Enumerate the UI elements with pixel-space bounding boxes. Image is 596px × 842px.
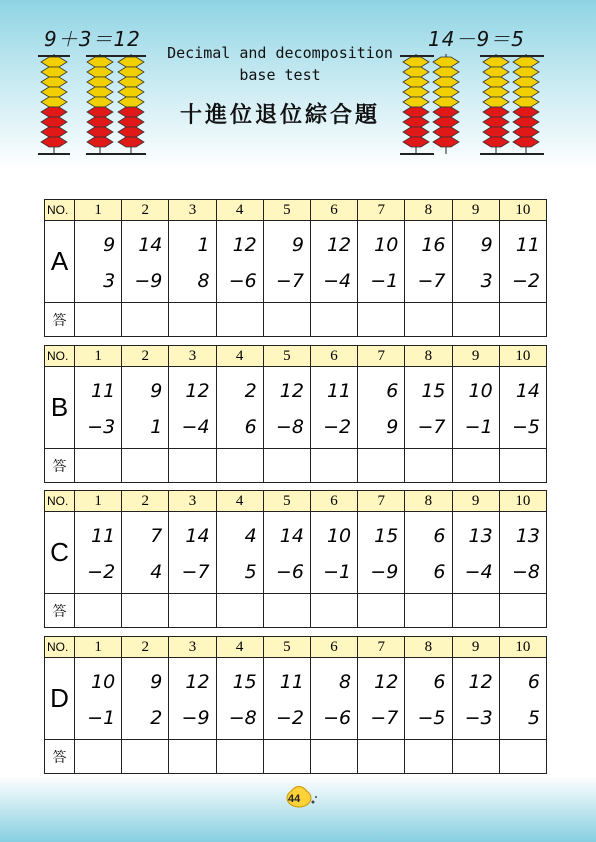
problem-bottom-number: 5 [527, 707, 540, 729]
problem-bottom-number: −4 [464, 561, 493, 583]
abacus-bead-red [483, 137, 509, 147]
column-number: 3 [169, 200, 216, 221]
answer-cell[interactable] [75, 740, 122, 774]
column-number: 7 [358, 637, 405, 658]
abacus-bead-yellow [483, 67, 509, 77]
abacus-bead-red [433, 117, 459, 127]
column-number: 3 [169, 637, 216, 658]
abacus-bead-red [118, 137, 144, 147]
answer-cell[interactable] [263, 740, 310, 774]
problem-bottom-number: −7 [417, 416, 446, 438]
abacus-bead-red [118, 107, 144, 117]
problem-top-number: 15 [374, 525, 399, 547]
abacus-bead-yellow [513, 87, 539, 97]
column-number: 5 [263, 346, 310, 367]
problem-bottom-number: 6 [433, 561, 446, 583]
answer-cell[interactable] [216, 303, 263, 337]
problem-top-number: 9 [150, 380, 163, 402]
problem-top-number: 10 [374, 234, 399, 256]
problem-cell [499, 512, 546, 594]
problem-top-number: 15 [421, 380, 446, 402]
abacus-bead-yellow [41, 77, 67, 87]
problem-bottom-number: 3 [103, 270, 116, 292]
column-number: 1 [75, 637, 122, 658]
title-english-line2: base test [239, 66, 321, 84]
abacus-bead-red [403, 127, 429, 137]
abacus-bead-red [513, 117, 539, 127]
exercise-table-a [44, 199, 547, 337]
problem-bottom-number: −7 [417, 270, 446, 292]
answer-label: 答 [45, 449, 75, 483]
column-number: 6 [310, 637, 357, 658]
answer-cell[interactable] [310, 740, 357, 774]
abacus-bead-red [403, 107, 429, 117]
answer-cell[interactable] [122, 449, 169, 483]
column-number: 4 [216, 346, 263, 367]
abacus-bead-yellow [433, 97, 459, 107]
abacus-bead-red [118, 117, 144, 127]
problem-cell [263, 512, 310, 594]
problem-cell [169, 367, 216, 449]
problem-top-number: 9 [150, 671, 163, 693]
problem-top-number: 1 [197, 234, 210, 256]
answer-cell[interactable] [452, 449, 499, 483]
abacus-bead-red [87, 117, 113, 127]
problem-top-number: 11 [515, 234, 540, 256]
answer-cell[interactable] [405, 740, 452, 774]
title-english-line1: Decimal and decomposition [167, 44, 393, 62]
problem-cell [263, 221, 310, 303]
exercise-table-b [44, 345, 547, 483]
answer-cell[interactable] [75, 303, 122, 337]
problem-cell [122, 221, 169, 303]
problem-top-number: 11 [279, 671, 304, 693]
answer-cell[interactable] [452, 594, 499, 628]
answer-cell[interactable] [358, 449, 405, 483]
problem-cell [358, 221, 405, 303]
abacus-bead-yellow [87, 57, 113, 67]
abacus-bead-yellow [513, 57, 539, 67]
column-number: 4 [216, 637, 263, 658]
problem-bottom-number: −8 [228, 707, 257, 729]
problem-cell [452, 221, 499, 303]
column-number: 9 [452, 346, 499, 367]
problem-bottom-number: −1 [370, 270, 399, 292]
problem-bottom-number: −1 [323, 561, 352, 583]
problem-top-number: 6 [433, 671, 446, 693]
column-number: 6 [310, 491, 357, 512]
problem-cell [405, 512, 452, 594]
answer-cell[interactable] [499, 594, 546, 628]
answer-cell[interactable] [452, 740, 499, 774]
problem-bottom-number: −9 [134, 270, 163, 292]
problem-cell [169, 512, 216, 594]
page-number-badge [281, 782, 321, 810]
answer-cell[interactable] [216, 449, 263, 483]
abacus-bead-red [41, 127, 67, 137]
answer-cell[interactable] [405, 303, 452, 337]
problem-cell [405, 367, 452, 449]
column-number: 10 [499, 637, 546, 658]
problem-cell [452, 512, 499, 594]
problem-cell [169, 658, 216, 740]
abacus-bead-yellow [403, 57, 429, 67]
problem-top-number: 14 [515, 380, 540, 402]
abacus-bead-red [483, 107, 509, 117]
problem-cell [405, 221, 452, 303]
column-number: 8 [405, 200, 452, 221]
equation-right: 14－9＝5 [428, 27, 525, 51]
answer-cell[interactable] [75, 594, 122, 628]
problem-top-number: 14 [185, 525, 210, 547]
column-number: 8 [405, 491, 452, 512]
abacus-bead-red [433, 127, 459, 137]
abacus-bead-red [483, 117, 509, 127]
answer-cell[interactable] [169, 303, 216, 337]
answer-cell[interactable] [405, 594, 452, 628]
equation-left: 9＋3＝12 [44, 27, 141, 51]
problem-top-number: 12 [468, 671, 493, 693]
answer-cell[interactable] [75, 449, 122, 483]
problem-bottom-number: −6 [228, 270, 257, 292]
problem-bottom-number: 1 [150, 416, 163, 438]
abacus-bead-yellow [41, 97, 67, 107]
problem-bottom-number: 9 [386, 416, 399, 438]
column-number: 4 [216, 200, 263, 221]
problem-bottom-number: −7 [275, 270, 304, 292]
problem-bottom-number: −7 [370, 707, 399, 729]
problem-top-number: 12 [374, 671, 399, 693]
problem-cell [75, 512, 122, 594]
abacus-bead-yellow [433, 57, 459, 67]
problem-cell [216, 512, 263, 594]
column-number: 2 [122, 637, 169, 658]
problem-cell [499, 367, 546, 449]
abacus-bead-yellow [87, 67, 113, 77]
problem-cell [75, 658, 122, 740]
column-number: 7 [358, 346, 405, 367]
problem-bottom-number: −2 [323, 416, 352, 438]
abacus-illustration-left [34, 48, 156, 160]
abacus-bead-yellow [513, 97, 539, 107]
abacus-bead-yellow [41, 87, 67, 97]
problem-cell [310, 658, 357, 740]
column-number: 8 [405, 346, 452, 367]
abacus-bead-yellow [403, 77, 429, 87]
problem-top-number: 10 [326, 525, 352, 547]
answer-cell[interactable] [310, 303, 357, 337]
problem-cell [216, 658, 263, 740]
problem-bottom-number: 5 [244, 561, 257, 583]
column-number: 10 [499, 200, 546, 221]
problem-top-number: 6 [386, 380, 399, 402]
answer-cell[interactable] [122, 740, 169, 774]
problem-bottom-number: −8 [275, 416, 304, 438]
column-number: 3 [169, 491, 216, 512]
section-letter: A [45, 221, 75, 303]
problem-cell [358, 367, 405, 449]
abacus-bead-yellow [483, 57, 509, 67]
column-number: 5 [263, 637, 310, 658]
column-number: 5 [263, 491, 310, 512]
abacus-bead-red [87, 137, 113, 147]
problem-top-number: 14 [279, 525, 304, 547]
problem-top-number: 4 [244, 525, 257, 547]
answer-cell[interactable] [216, 594, 263, 628]
problem-top-number: 12 [279, 380, 304, 402]
problem-top-number: 11 [91, 380, 116, 402]
problem-cell [310, 367, 357, 449]
column-number: 8 [405, 637, 452, 658]
column-number: 2 [122, 346, 169, 367]
answer-cell[interactable] [499, 303, 546, 337]
problem-bottom-number: −3 [464, 707, 493, 729]
answer-cell[interactable] [358, 303, 405, 337]
column-number: 6 [310, 200, 357, 221]
problem-top-number: 12 [185, 671, 210, 693]
page-number-icon [281, 782, 321, 810]
column-number: 4 [216, 491, 263, 512]
abacus-bead-yellow [403, 67, 429, 77]
problem-top-number: 12 [326, 234, 352, 256]
column-no-label: NO. [45, 346, 75, 367]
column-number: 9 [452, 491, 499, 512]
abacus-bead-yellow [118, 97, 144, 107]
abacus-bead-red [403, 117, 429, 127]
problem-bottom-number: 3 [480, 270, 493, 292]
abacus-bead-red [118, 127, 144, 137]
column-number: 9 [452, 637, 499, 658]
column-number: 1 [75, 346, 122, 367]
abacus-bead-yellow [403, 87, 429, 97]
exercise-table-c [44, 490, 547, 628]
abacus-bead-yellow [483, 87, 509, 97]
answer-cell[interactable] [499, 449, 546, 483]
answer-cell[interactable] [169, 740, 216, 774]
abacus-bead-red [41, 107, 67, 117]
problem-cell [405, 658, 452, 740]
abacus-bead-yellow [41, 67, 67, 77]
abacus-bead-yellow [41, 57, 67, 67]
problem-bottom-number: −5 [511, 416, 540, 438]
problem-top-number: 16 [421, 234, 446, 256]
column-no-label: NO. [45, 637, 75, 658]
problem-top-number: 11 [326, 380, 352, 402]
column-number: 7 [358, 200, 405, 221]
problem-cell [310, 512, 357, 594]
column-number: 1 [75, 200, 122, 221]
answer-label: 答 [45, 303, 75, 337]
answer-cell[interactable] [122, 303, 169, 337]
problem-bottom-number: −2 [87, 561, 116, 583]
problem-top-number: 6 [527, 671, 540, 693]
abacus-bead-yellow [513, 77, 539, 87]
problem-top-number: 12 [232, 234, 257, 256]
abacus-bead-yellow [433, 77, 459, 87]
abacus-bead-red [41, 117, 67, 127]
problem-bottom-number: 6 [244, 416, 257, 438]
problem-top-number: 7 [150, 525, 163, 547]
problem-bottom-number: −8 [511, 561, 540, 583]
abacus-left-svg [34, 48, 156, 160]
abacus-bead-red [87, 127, 113, 137]
problem-bottom-number: −2 [275, 707, 304, 729]
abacus-bead-red [483, 127, 509, 137]
answer-cell[interactable] [263, 449, 310, 483]
abacus-right-svg [398, 48, 558, 160]
abacus-bead-red [433, 137, 459, 147]
abacus-bead-yellow [87, 87, 113, 97]
answer-cell[interactable] [310, 449, 357, 483]
abacus-bead-yellow [483, 77, 509, 87]
abacus-bead-yellow [118, 77, 144, 87]
exercise-table-d [44, 636, 547, 774]
problem-bottom-number: −5 [417, 707, 446, 729]
answer-cell[interactable] [358, 740, 405, 774]
problem-cell [310, 221, 357, 303]
answer-cell[interactable] [263, 303, 310, 337]
answer-cell[interactable] [405, 449, 452, 483]
abacus-bead-red [87, 107, 113, 117]
problem-bottom-number: −2 [511, 270, 540, 292]
answer-cell[interactable] [169, 594, 216, 628]
abacus-bead-yellow [403, 97, 429, 107]
answer-cell[interactable] [358, 594, 405, 628]
problem-cell [216, 367, 263, 449]
abacus-illustration-right [398, 48, 558, 160]
problem-bottom-number: −6 [275, 561, 304, 583]
abacus-bead-yellow [118, 57, 144, 67]
answer-cell[interactable] [452, 303, 499, 337]
page-number: 44 [288, 793, 301, 805]
title-english [150, 42, 410, 86]
problem-top-number: 10 [91, 671, 116, 693]
column-no-label: NO. [45, 200, 75, 221]
problem-cell [75, 221, 122, 303]
column-number: 10 [499, 491, 546, 512]
problem-top-number: 6 [433, 525, 446, 547]
problem-cell [216, 221, 263, 303]
abacus-bead-yellow [483, 97, 509, 107]
column-number: 6 [310, 346, 357, 367]
answer-cell[interactable] [499, 740, 546, 774]
problem-cell [358, 658, 405, 740]
section-letter: D [45, 658, 75, 740]
problem-top-number: 8 [339, 671, 352, 693]
abacus-bead-yellow [118, 87, 144, 97]
problem-top-number: 10 [468, 380, 493, 402]
answer-label: 答 [45, 594, 75, 628]
column-number: 1 [75, 491, 122, 512]
problem-top-number: 2 [244, 380, 257, 402]
problem-bottom-number: −4 [181, 416, 210, 438]
column-number: 10 [499, 346, 546, 367]
problem-bottom-number: −3 [87, 416, 116, 438]
problem-cell [499, 658, 546, 740]
problem-cell [263, 658, 310, 740]
problem-top-number: 15 [232, 671, 257, 693]
abacus-bead-red [403, 137, 429, 147]
problem-cell [452, 367, 499, 449]
problem-top-number: 14 [138, 234, 163, 256]
answer-cell[interactable] [169, 449, 216, 483]
problem-cell [75, 367, 122, 449]
answer-cell[interactable] [122, 594, 169, 628]
problem-top-number: 13 [515, 525, 540, 547]
problem-cell [122, 367, 169, 449]
abacus-bead-red [513, 107, 539, 117]
answer-label: 答 [45, 740, 75, 774]
abacus-bead-yellow [433, 67, 459, 77]
abacus-bead-yellow [433, 87, 459, 97]
problem-cell [499, 221, 546, 303]
column-number: 3 [169, 346, 216, 367]
answer-cell[interactable] [310, 594, 357, 628]
problem-bottom-number: 2 [150, 707, 163, 729]
abacus-bead-red [513, 127, 539, 137]
problem-cell [263, 367, 310, 449]
problem-bottom-number: −1 [87, 707, 116, 729]
problem-cell [122, 512, 169, 594]
title-chinese: 十進位退位綜合題 [179, 102, 380, 127]
section-letter: B [45, 367, 75, 449]
column-no-label: NO. [45, 491, 75, 512]
abacus-bead-red [513, 137, 539, 147]
problem-bottom-number: 4 [150, 561, 163, 583]
abacus-bead-yellow [118, 67, 144, 77]
column-number: 2 [122, 200, 169, 221]
column-number: 5 [263, 200, 310, 221]
abacus-bead-red [433, 107, 459, 117]
problem-top-number: 9 [291, 234, 304, 256]
abacus-bead-yellow [87, 97, 113, 107]
problem-cell [452, 658, 499, 740]
answer-cell[interactable] [216, 740, 263, 774]
problem-top-number: 13 [468, 525, 493, 547]
section-letter: C [45, 512, 75, 594]
abacus-bead-yellow [87, 77, 113, 87]
problem-bottom-number: −6 [323, 707, 352, 729]
abacus-bead-yellow [513, 67, 539, 77]
problem-cell [169, 221, 216, 303]
problem-bottom-number: −7 [181, 561, 210, 583]
problem-bottom-number: −9 [181, 707, 210, 729]
column-number: 7 [358, 491, 405, 512]
problem-bottom-number: −4 [323, 270, 352, 292]
problem-top-number: 11 [91, 525, 116, 547]
column-number: 9 [452, 200, 499, 221]
problem-bottom-number: 8 [197, 270, 210, 292]
column-number: 2 [122, 491, 169, 512]
abacus-bead-red [41, 137, 67, 147]
problem-bottom-number: −1 [464, 416, 493, 438]
problem-cell [358, 512, 405, 594]
problem-top-number: 12 [185, 380, 210, 402]
problem-bottom-number: −9 [370, 561, 399, 583]
answer-cell[interactable] [263, 594, 310, 628]
problem-cell [122, 658, 169, 740]
problem-top-number: 9 [480, 234, 493, 256]
problem-top-number: 9 [103, 234, 116, 256]
